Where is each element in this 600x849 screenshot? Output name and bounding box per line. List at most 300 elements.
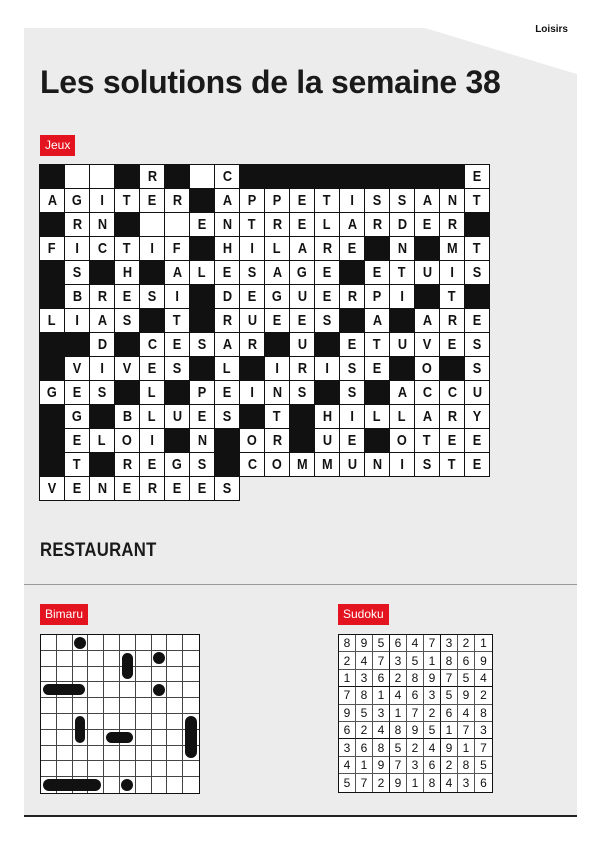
sudoku-cell: 4 (407, 635, 424, 652)
ship-right-segment (73, 684, 86, 695)
crossword-letter: L (148, 384, 156, 401)
bimaru-cell (136, 682, 152, 698)
crossword-cell (315, 237, 340, 261)
bimaru-cell (73, 761, 89, 777)
crossword-cell (415, 189, 440, 213)
sudoku-cell: 5 (373, 635, 390, 652)
ship-mid-segment (57, 779, 73, 791)
crossword-letter: T (473, 192, 481, 209)
bimaru-cell (41, 746, 57, 762)
crossword-cell (140, 189, 165, 213)
crossword-cell (65, 261, 90, 285)
crossword-black-cell (240, 405, 265, 429)
crossword-black-cell (40, 213, 65, 237)
crossword-cell (265, 189, 290, 213)
crossword-cell (165, 477, 190, 501)
crossword-letter: R (97, 288, 107, 305)
crossword-cell (290, 189, 315, 213)
bimaru-cell (73, 682, 89, 698)
crossword-cell (415, 429, 440, 453)
crossword-cell (165, 405, 190, 429)
crossword-cell (115, 405, 140, 429)
crossword-letter: S (172, 360, 182, 377)
crossword-cell (365, 213, 390, 237)
crossword-black-cell (290, 429, 315, 453)
crossword-cell (90, 429, 115, 453)
bimaru-cell (88, 746, 104, 762)
crossword-cell (90, 237, 115, 261)
bimaru-cell (183, 714, 199, 730)
sudoku-cell: 7 (339, 687, 356, 704)
crossword-cell (215, 213, 240, 237)
crossword-cell (340, 189, 365, 213)
crossword-cell (365, 405, 390, 429)
crossword-letter: E (347, 240, 357, 257)
sudoku-cell: 5 (458, 670, 475, 687)
crossword-cell (90, 213, 115, 237)
sudoku-cell: 7 (475, 739, 492, 756)
crossword-cell (440, 429, 465, 453)
bimaru-cell (73, 746, 89, 762)
crossword-cell (240, 453, 265, 477)
crossword-cell (115, 189, 140, 213)
crossword-letter: I (75, 312, 79, 329)
crossword-letter: I (150, 432, 154, 449)
bimaru-cell (41, 682, 57, 698)
ship-midv-segment (185, 730, 197, 746)
crossword-cell (115, 237, 140, 261)
crossword-letter: S (197, 456, 207, 473)
bimaru-cell (120, 761, 136, 777)
crossword-letter: L (223, 360, 231, 377)
crossword-cell (440, 285, 465, 309)
crossword-empty-space (290, 477, 315, 501)
bimaru-cell (41, 714, 57, 730)
bimaru-cell (41, 761, 57, 777)
sudoku-cell: 8 (441, 652, 458, 669)
crossword-letter: L (323, 216, 331, 233)
crossword-cell (415, 381, 440, 405)
crossword-letter: I (325, 360, 329, 377)
crossword-letter: R (72, 216, 82, 233)
sudoku-cell: 2 (339, 652, 356, 669)
sudoku-cell: 7 (356, 774, 373, 791)
sudoku-cell: 1 (407, 774, 424, 791)
crossword-cell (140, 213, 165, 237)
crossword-cell (290, 237, 315, 261)
crossword-letter: L (148, 408, 156, 425)
crossword-letter: E (472, 168, 482, 185)
bimaru-cell (57, 730, 73, 746)
sudoku-cell: 5 (441, 687, 458, 704)
crossword-black-cell (265, 165, 290, 189)
bimaru-cell (57, 761, 73, 777)
crossword-cell (140, 381, 165, 405)
crossword-letter: I (75, 240, 79, 257)
bimaru-cell (152, 761, 168, 777)
crossword-cell (190, 261, 215, 285)
crossword-cell (165, 261, 190, 285)
crossword-letter: E (297, 192, 307, 209)
crossword-letter: T (423, 432, 431, 449)
crossword-cell (415, 405, 440, 429)
crossword-letter: S (322, 312, 332, 329)
crossword-cell (315, 357, 340, 381)
ship-top-segment (185, 716, 197, 730)
crossword-black-cell (315, 165, 340, 189)
crossword-letter: T (323, 192, 331, 209)
crossword-black-cell (415, 165, 440, 189)
crossword-letter: A (372, 312, 382, 329)
crossword-letter: S (122, 312, 132, 329)
crossword-letter: S (222, 480, 232, 497)
crossword-cell (140, 285, 165, 309)
crossword-letter: S (372, 192, 382, 209)
crossword-letter: L (98, 432, 106, 449)
crossword-cell (90, 309, 115, 333)
crossword-cell (440, 333, 465, 357)
sudoku-cell: 2 (356, 722, 373, 739)
crossword-cell (265, 213, 290, 237)
bimaru-cell (167, 761, 183, 777)
crossword-cell (465, 405, 490, 429)
crossword-cell (40, 189, 65, 213)
bimaru-cell (88, 635, 104, 651)
crossword-cell (65, 213, 90, 237)
bimaru-cell (104, 651, 120, 667)
crossword-letter: I (100, 360, 104, 377)
sudoku-cell: 6 (356, 739, 373, 756)
crossword-cell (315, 261, 340, 285)
bimaru-cell (73, 651, 89, 667)
bimaru-cell (183, 682, 199, 698)
crossword-black-cell (90, 261, 115, 285)
crossword-black-cell (115, 213, 140, 237)
crossword-cell (165, 453, 190, 477)
crossword-black-cell (365, 237, 390, 261)
crossword-letter: R (147, 480, 157, 497)
crossword-cell (215, 261, 240, 285)
crossword-cell (315, 429, 340, 453)
crossword-black-cell (290, 405, 315, 429)
crossword-letter: I (175, 288, 179, 305)
bimaru-cell (183, 761, 199, 777)
crossword-black-cell (190, 309, 215, 333)
crossword-cell (290, 309, 315, 333)
bimaru-cell (104, 667, 120, 683)
crossword-letter: C (147, 336, 157, 353)
ship-left-segment (43, 779, 57, 791)
crossword-cell (240, 261, 265, 285)
crossword-cell (440, 189, 465, 213)
crossword-letter: I (250, 240, 254, 257)
bimaru-cell (88, 667, 104, 683)
sudoku-cell: 6 (339, 722, 356, 739)
crossword-letter: E (347, 432, 357, 449)
crossword-black-cell (390, 165, 415, 189)
crossword-cell (440, 261, 465, 285)
crossword-cell (115, 429, 140, 453)
crossword-cell (40, 309, 65, 333)
bimaru-cell (57, 651, 73, 667)
crossword-cell (340, 285, 365, 309)
crossword-cell (265, 309, 290, 333)
crossword-cell (140, 165, 165, 189)
sudoku-cell: 8 (475, 705, 492, 722)
bimaru-cell (183, 698, 199, 714)
crossword-letter: I (400, 288, 404, 305)
crossword-letter: N (97, 480, 107, 497)
crossword-letter: E (272, 312, 282, 329)
crossword-black-cell (40, 429, 65, 453)
crossword-cell (440, 405, 465, 429)
sudoku-cell: 2 (407, 739, 424, 756)
crossword-letter: V (47, 480, 57, 497)
crossword-letter: B (72, 288, 82, 305)
sudoku-cell: 7 (390, 757, 407, 774)
crossword-cell (465, 165, 490, 189)
bimaru-cell (167, 730, 183, 746)
ship-right-segment (120, 732, 133, 743)
crossword-letter: C (97, 240, 107, 257)
ship-sub-segment (121, 779, 133, 791)
crossword-cell (365, 453, 390, 477)
sudoku-cell: 5 (339, 774, 356, 791)
crossword-letter: E (147, 360, 157, 377)
crossword-cell (90, 477, 115, 501)
bimaru-cell (167, 682, 183, 698)
crossword-cell (390, 189, 415, 213)
crossword-letter: S (472, 264, 482, 281)
bimaru-cell (152, 635, 168, 651)
bimaru-cell (57, 714, 73, 730)
crossword-black-cell (190, 285, 215, 309)
sudoku-cell: 2 (373, 774, 390, 791)
crossword-letter: T (273, 408, 281, 425)
sudoku-cell: 2 (441, 757, 458, 774)
bimaru-cell (152, 698, 168, 714)
crossword-cell (340, 381, 365, 405)
crossword-cell (90, 357, 115, 381)
crossword-black-cell (340, 309, 365, 333)
crossword-cell (365, 261, 390, 285)
crossword-letter: T (123, 192, 131, 209)
crossword-black-cell (365, 429, 390, 453)
crossword-letter: E (197, 480, 207, 497)
bimaru-cell (120, 714, 136, 730)
crossword-letter: O (397, 432, 407, 449)
crossword-cell (40, 477, 65, 501)
crossword-letter: E (147, 456, 157, 473)
sudoku-cell: 4 (373, 722, 390, 739)
crossword-letter: L (398, 408, 406, 425)
bimaru-cell (120, 635, 136, 651)
crossword-letter: U (172, 408, 182, 425)
crossword-letter: R (272, 216, 282, 233)
bimaru-cell (41, 651, 57, 667)
bimaru-cell (104, 635, 120, 651)
bimaru-cell (57, 777, 73, 793)
crossword-cell (215, 237, 240, 261)
crossword-letter: S (147, 288, 157, 305)
crossword-cell (440, 237, 465, 261)
crossword-letter: I (250, 384, 254, 401)
crossword-empty-space (240, 477, 265, 501)
crossword-cell (465, 429, 490, 453)
crossword-black-cell (265, 333, 290, 357)
bimaru-cell (88, 682, 104, 698)
crossword-cell (340, 405, 365, 429)
sudoku-cell: 8 (356, 687, 373, 704)
crossword-cell (240, 213, 265, 237)
bimaru-cell (73, 635, 89, 651)
crossword-letter: U (247, 312, 257, 329)
sudoku-cell: 1 (424, 652, 441, 669)
crossword-cell (415, 453, 440, 477)
crossword-grid (39, 164, 490, 501)
crossword-cell (315, 189, 340, 213)
crossword-cell (240, 333, 265, 357)
bimaru-cell (88, 714, 104, 730)
crossword-cell (390, 213, 415, 237)
bimaru-cell (136, 746, 152, 762)
bimaru-cell (104, 714, 120, 730)
crossword-letter: E (172, 336, 182, 353)
crossword-black-cell (65, 333, 90, 357)
crossword-cell (115, 453, 140, 477)
crossword-cell (90, 165, 115, 189)
crossword-letter: R (172, 192, 182, 209)
crossword-letter: E (122, 480, 132, 497)
crossword-letter: E (322, 264, 332, 281)
crossword-cell (365, 309, 390, 333)
crossword-letter: H (322, 408, 332, 425)
crossword-cell (140, 357, 165, 381)
sudoku-cell: 3 (424, 687, 441, 704)
crossword-black-cell (165, 429, 190, 453)
crossword-cell (65, 477, 90, 501)
crossword-cell (65, 405, 90, 429)
bimaru-cell (167, 714, 183, 730)
crossword-letter: S (72, 264, 82, 281)
crossword-cell (90, 189, 115, 213)
crossword-letter: C (247, 456, 257, 473)
crossword-empty-space (315, 477, 340, 501)
sudoku-cell: 9 (441, 739, 458, 756)
sudoku-grid (338, 634, 493, 793)
crossword-cell (90, 333, 115, 357)
bimaru-cell (57, 698, 73, 714)
crossword-letter: S (472, 336, 482, 353)
sudoku-cell: 8 (390, 722, 407, 739)
crossword-letter: I (100, 192, 104, 209)
crossword-letter: U (347, 456, 357, 473)
sudoku-cell: 9 (407, 722, 424, 739)
bimaru-cell (183, 730, 199, 746)
crossword-cell (65, 381, 90, 405)
bimaru-cell (183, 667, 199, 683)
bimaru-cell (167, 777, 183, 793)
sudoku-cell: 9 (424, 670, 441, 687)
crossword-cell (390, 333, 415, 357)
bimaru-grid (40, 634, 200, 794)
crossword-letter: L (198, 264, 206, 281)
crossword-cell (140, 453, 165, 477)
crossword-cell (315, 309, 340, 333)
crossword-letter: A (422, 192, 432, 209)
sudoku-cell: 8 (458, 757, 475, 774)
crossword-cell (190, 165, 215, 189)
crossword-letter: T (73, 456, 81, 473)
crossword-empty-space (340, 477, 365, 501)
crossword-cell (290, 285, 315, 309)
crossword-letter: N (197, 432, 207, 449)
crossword-black-cell (165, 381, 190, 405)
crossword-letter: R (447, 408, 457, 425)
crossword-cell (265, 453, 290, 477)
crossword-black-cell (415, 237, 440, 261)
crossword-cell (340, 333, 365, 357)
bimaru-cell (104, 761, 120, 777)
crossword-letter: S (222, 408, 232, 425)
sudoku-cell: 1 (475, 635, 492, 652)
crossword-cell (290, 261, 315, 285)
page-title: Les solutions de la semaine 38 (40, 64, 501, 100)
sudoku-tag: Sudoku (338, 604, 389, 625)
crossword-cell (190, 381, 215, 405)
crossword-cell (215, 165, 240, 189)
crossword-black-cell (90, 405, 115, 429)
bimaru-cell (104, 730, 120, 746)
crossword-letter: N (372, 456, 382, 473)
crossword-black-cell (465, 213, 490, 237)
crossword-letter: G (272, 288, 282, 305)
crossword-letter: I (350, 192, 354, 209)
crossword-black-cell (40, 405, 65, 429)
bimaru-cell (120, 777, 136, 793)
sudoku-cell: 1 (373, 687, 390, 704)
crossword-letter: A (297, 240, 307, 257)
crossword-letter: E (472, 312, 482, 329)
crossword-black-cell (440, 357, 465, 381)
bimaru-cell (73, 730, 89, 746)
bimaru-cell (167, 651, 183, 667)
ship-bottom-segment (122, 667, 133, 680)
crossword-letter: M (296, 456, 308, 473)
bimaru-cell (88, 777, 104, 793)
sudoku-cell: 7 (407, 705, 424, 722)
crossword-cell (415, 357, 440, 381)
sudoku-cell: 4 (441, 774, 458, 791)
crossword-letter: E (197, 216, 207, 233)
crossword-letter: T (123, 240, 131, 257)
crossword-cell (340, 453, 365, 477)
crossword-black-cell (440, 165, 465, 189)
sudoku-cell: 1 (339, 670, 356, 687)
sudoku-cell: 8 (424, 774, 441, 791)
crossword-cell (165, 213, 190, 237)
crossword-cell (465, 333, 490, 357)
crossword-letter: R (122, 456, 132, 473)
crossword-letter: L (48, 312, 56, 329)
crossword-letter: I (400, 456, 404, 473)
crossword-letter: E (197, 408, 207, 425)
crossword-letter: N (272, 384, 282, 401)
crossword-letter: S (297, 384, 307, 401)
crossword-letter: B (122, 408, 132, 425)
sudoku-cell: 3 (441, 635, 458, 652)
crossword-cell (190, 213, 215, 237)
